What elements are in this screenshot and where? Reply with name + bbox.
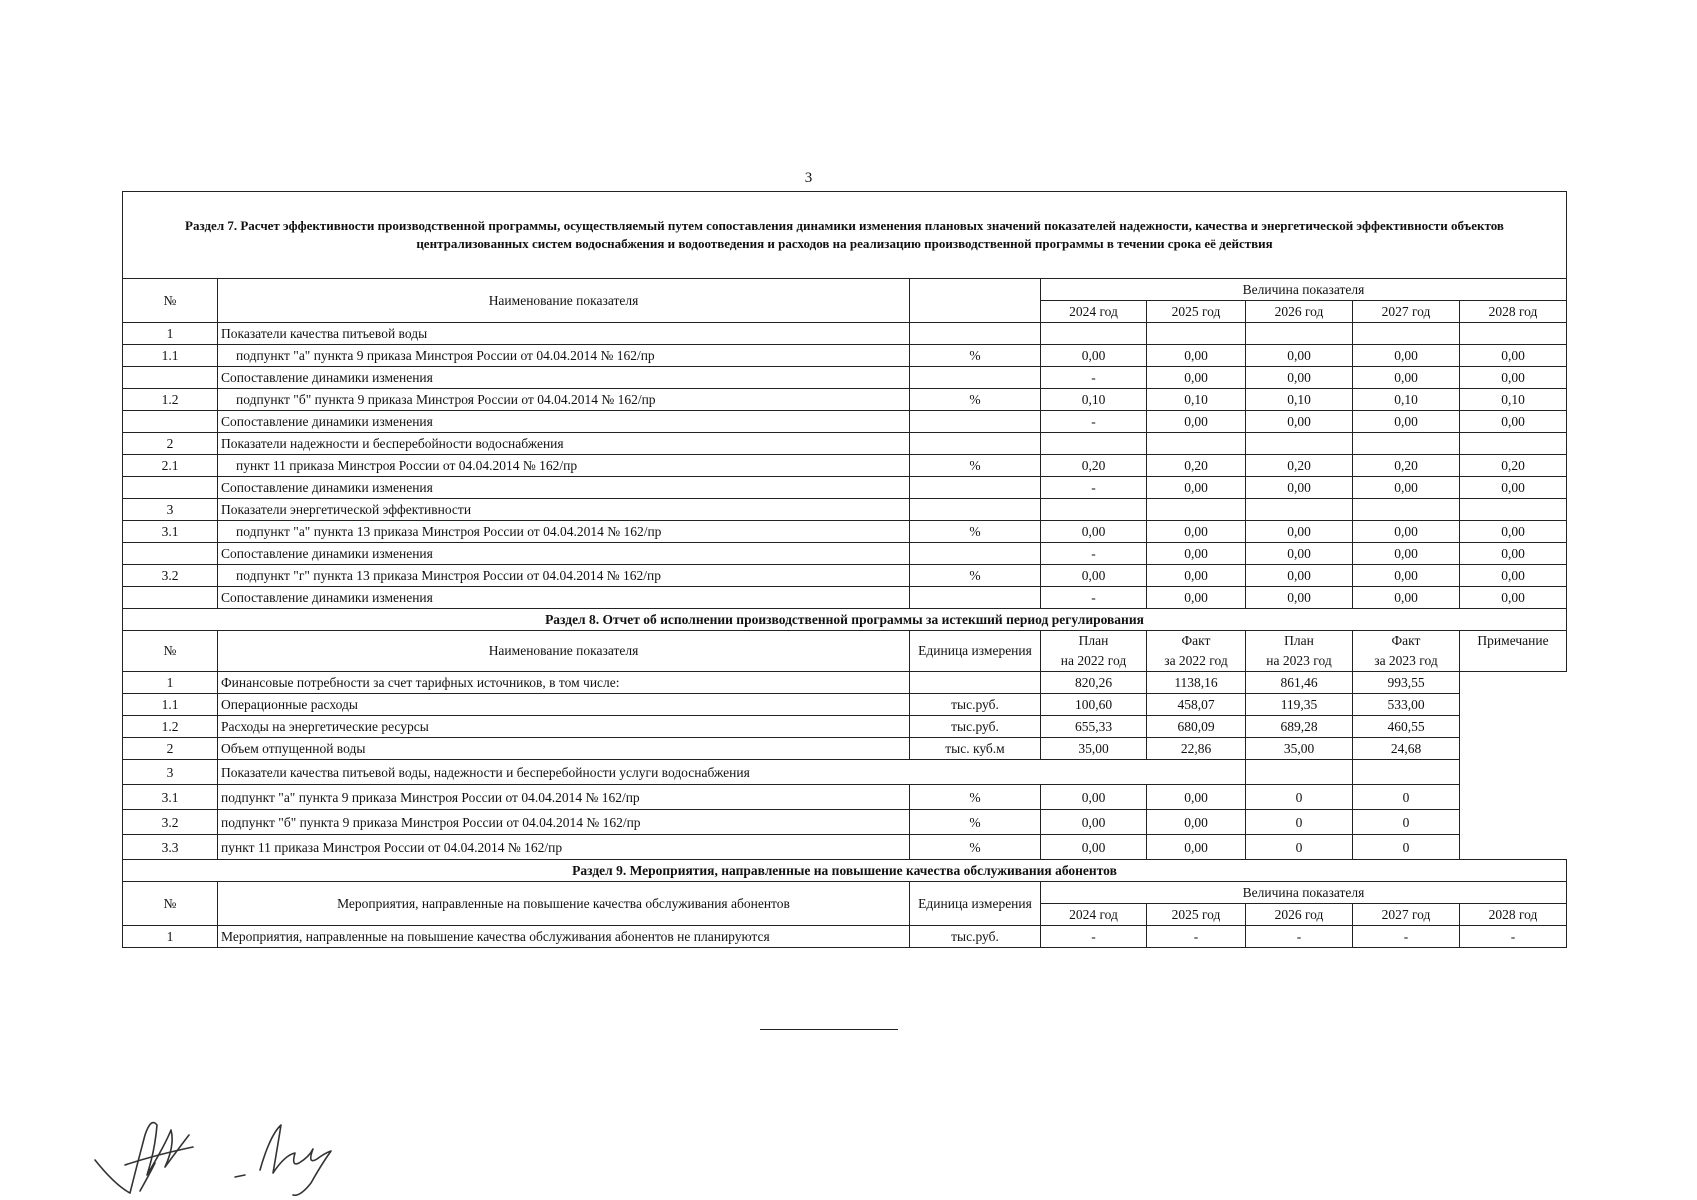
unit — [910, 411, 1041, 433]
s8-col-note: Примечание — [1460, 631, 1567, 672]
s7-year: 2028 год — [1460, 301, 1567, 323]
row-number: 1.2 — [123, 716, 218, 738]
value-cell — [1246, 499, 1353, 521]
table-row — [123, 477, 1567, 499]
row-number: 1 — [123, 672, 218, 694]
table-row — [123, 716, 1567, 738]
value-cell: 0 — [1353, 810, 1460, 835]
value-cell: 0,00 — [1041, 835, 1147, 860]
unit: % — [910, 565, 1041, 587]
value-cell: 0,00 — [1460, 367, 1567, 389]
value-cell: - — [1041, 587, 1147, 609]
value-cell: 0,00 — [1353, 367, 1460, 389]
value-cell: 0,00 — [1353, 477, 1460, 499]
unit — [910, 672, 1041, 694]
s7-col-name: Наименование показателя — [218, 279, 910, 323]
row-number — [123, 411, 218, 433]
s7-year: 2027 год — [1353, 301, 1460, 323]
value-cell: 0 — [1353, 835, 1460, 860]
value-cell: 861,46 — [1246, 672, 1353, 694]
s7-year: 2025 год — [1147, 301, 1246, 323]
value-cell: 0,00 — [1147, 543, 1246, 565]
value-cell: 0,00 — [1460, 521, 1567, 543]
value-cell: 0,10 — [1246, 389, 1353, 411]
table-row — [123, 926, 1567, 948]
indicator-name: Показатели энергетической эффективности — [218, 499, 910, 521]
unit: % — [910, 810, 1041, 835]
value-cell: 100,60 — [1041, 694, 1147, 716]
unit — [910, 323, 1041, 345]
value-cell: 0,00 — [1460, 411, 1567, 433]
value-cell: 0,00 — [1147, 345, 1246, 367]
value-cell: 0,00 — [1041, 345, 1147, 367]
s7-col-no: № — [123, 279, 218, 323]
row-number — [123, 543, 218, 565]
value-cell: 0,00 — [1246, 565, 1353, 587]
s9-year: 2025 год — [1147, 904, 1246, 926]
s8-col-fact2023: Факт за 2023 год — [1353, 631, 1460, 672]
s9-year: 2028 год — [1460, 904, 1567, 926]
value-cell: - — [1041, 477, 1147, 499]
s7-col-value: Величина показателя — [1041, 279, 1567, 301]
value-cell: 460,55 — [1353, 716, 1460, 738]
value-cell — [1246, 760, 1353, 785]
unit — [910, 367, 1041, 389]
value-cell — [1147, 323, 1246, 345]
value-cell: 24,68 — [1353, 738, 1460, 760]
value-cell: 0,00 — [1246, 367, 1353, 389]
value-cell: 655,33 — [1041, 716, 1147, 738]
value-cell — [1041, 323, 1147, 345]
value-cell — [1460, 433, 1567, 455]
value-cell: 0,00 — [1246, 345, 1353, 367]
activity-name: Мероприятия, направленные на повышение качества обслуживания абонентов не планируются — [218, 926, 910, 948]
indicator-name: Операционные расходы — [218, 694, 910, 716]
unit — [910, 477, 1041, 499]
value-cell: - — [1041, 543, 1147, 565]
value-cell: 689,28 — [1246, 716, 1353, 738]
table-row — [123, 835, 1567, 860]
table-row — [123, 521, 1567, 543]
value-cell: 0,00 — [1460, 543, 1567, 565]
value-cell: 0,00 — [1147, 810, 1246, 835]
value-cell: 0,00 — [1246, 521, 1353, 543]
row-number: 3.2 — [123, 565, 218, 587]
value-cell: 0 — [1246, 785, 1353, 810]
value-cell: 0,00 — [1041, 521, 1147, 543]
value-cell: 0 — [1246, 835, 1353, 860]
value-cell: 0,00 — [1460, 477, 1567, 499]
value-cell: 22,86 — [1147, 738, 1246, 760]
value-cell: - — [1041, 367, 1147, 389]
row-number: 3.1 — [123, 521, 218, 543]
value-cell: 820,26 — [1041, 672, 1147, 694]
s8-col-unit: Единица измерения — [910, 631, 1041, 672]
row-number: 3.1 — [123, 785, 218, 810]
indicator-name: Сопоставление динамики изменения — [218, 477, 910, 499]
unit: % — [910, 389, 1041, 411]
unit: тыс. куб.м — [910, 738, 1041, 760]
report-table — [122, 191, 1567, 948]
value-cell: 0,00 — [1246, 587, 1353, 609]
value-cell: 0,00 — [1147, 367, 1246, 389]
value-cell: - — [1246, 926, 1353, 948]
value-cell: 0,20 — [1353, 455, 1460, 477]
footer-rule — [760, 1029, 898, 1030]
s7-year: 2026 год — [1246, 301, 1353, 323]
row-number: 2 — [123, 738, 218, 760]
indicator-name: Сопоставление динамики изменения — [218, 367, 910, 389]
table-row — [123, 810, 1567, 835]
value-cell — [1041, 433, 1147, 455]
unit: % — [910, 345, 1041, 367]
value-cell: 0,00 — [1353, 587, 1460, 609]
row-number — [123, 477, 218, 499]
indicator-name: пункт 11 приказа Минстроя России от 04.04.2014 № 162/пр — [218, 455, 910, 477]
unit: % — [910, 785, 1041, 810]
value-cell: 0,00 — [1353, 411, 1460, 433]
unit — [910, 499, 1041, 521]
page-number: 3 — [804, 170, 813, 186]
row-number: 2 — [123, 433, 218, 455]
row-number: 1.1 — [123, 345, 218, 367]
s9-col-name: Мероприятия, направленные на повышение качества обслуживания абонентов — [218, 882, 910, 926]
row-number: 3 — [123, 499, 218, 521]
s9-year: 2024 год — [1041, 904, 1147, 926]
value-cell: 35,00 — [1041, 738, 1147, 760]
value-cell: 0,20 — [1041, 455, 1147, 477]
s7-year: 2024 год — [1041, 301, 1147, 323]
indicator-name: Финансовые потребности за счет тарифных источников, в том числе: — [218, 672, 910, 694]
s8-col-plan2022: План на 2022 год — [1041, 631, 1147, 672]
value-cell: 1138,16 — [1147, 672, 1246, 694]
indicator-name: Показатели надежности и бесперебойности водоснабжения — [218, 433, 910, 455]
unit: % — [910, 835, 1041, 860]
s8-col-plan2023: План на 2023 год — [1246, 631, 1353, 672]
value-cell: 0,00 — [1041, 565, 1147, 587]
table-row — [123, 411, 1567, 433]
value-cell: 0,10 — [1147, 389, 1246, 411]
unit — [910, 587, 1041, 609]
indicator-name: Сопоставление динамики изменения — [218, 587, 910, 609]
table-row — [123, 672, 1567, 694]
s7-col-unit — [910, 279, 1041, 323]
table-row — [123, 738, 1567, 760]
value-cell: 0,00 — [1353, 543, 1460, 565]
table-row — [123, 345, 1567, 367]
value-cell — [1147, 499, 1246, 521]
indicator-name: пункт 11 приказа Минстроя России от 04.04.2014 № 162/пр — [218, 835, 910, 860]
value-cell: 0,10 — [1353, 389, 1460, 411]
row-number: 1.2 — [123, 389, 218, 411]
indicator-name: Объем отпущенной воды — [218, 738, 910, 760]
section7-title: Раздел 7. Расчет эффективности производственной программы, осуществляемый путем сопоставления динамики изменения плановых значений показателей надежности, качества и энергетической эффективности объектов централизованных систем водоснабжения и водоотведения и расходов на реализацию производственной программы в течении срока её действия — [123, 192, 1567, 279]
value-cell: 0 — [1246, 810, 1353, 835]
unit — [910, 433, 1041, 455]
section8-title: Раздел 8. Отчет об исполнении производственной программы за истекший период регулирования — [123, 609, 1567, 631]
value-cell: 0,10 — [1041, 389, 1147, 411]
table-row — [123, 433, 1567, 455]
table-row — [123, 323, 1567, 345]
indicator-name: подпункт "а" пункта 9 приказа Минстроя России от 04.04.2014 № 162/пр — [218, 345, 910, 367]
section9-title: Раздел 9. Мероприятия, направленные на повышение качества обслуживания абонентов — [123, 860, 1567, 882]
value-cell: - — [1147, 926, 1246, 948]
table-row — [123, 587, 1567, 609]
value-cell: 0,00 — [1147, 835, 1246, 860]
indicator-name: подпункт "г" пункта 13 приказа Минстроя России от 04.04.2014 № 162/пр — [218, 565, 910, 587]
value-cell: - — [1041, 411, 1147, 433]
s8-col-name: Наименование показателя — [218, 631, 910, 672]
value-cell: - — [1460, 926, 1567, 948]
value-cell: 35,00 — [1246, 738, 1353, 760]
indicator-group-name: Показатели качества питьевой воды, надежности и бесперебойности услуги водоснабжения — [218, 760, 1246, 785]
indicator-name: подпункт "б" пункта 9 приказа Минстроя России от 04.04.2014 № 162/пр — [218, 810, 910, 835]
value-cell — [1041, 499, 1147, 521]
value-cell: 680,09 — [1147, 716, 1246, 738]
value-cell: 0,00 — [1041, 810, 1147, 835]
row-number: 3.2 — [123, 810, 218, 835]
table-row — [123, 543, 1567, 565]
s9-col-no: № — [123, 882, 218, 926]
value-cell: 0,00 — [1246, 411, 1353, 433]
value-cell: 0,20 — [1460, 455, 1567, 477]
table-row — [123, 455, 1567, 477]
value-cell: 993,55 — [1353, 672, 1460, 694]
value-cell — [1353, 323, 1460, 345]
table-row — [123, 499, 1567, 521]
value-cell: 0 — [1353, 785, 1460, 810]
value-cell: 0,10 — [1460, 389, 1567, 411]
s9-col-unit: Единица измерения — [910, 882, 1041, 926]
row-number: 1 — [123, 926, 218, 948]
value-cell — [1353, 433, 1460, 455]
table-row — [123, 367, 1567, 389]
value-cell: 0,00 — [1147, 521, 1246, 543]
value-cell: 0,00 — [1147, 411, 1246, 433]
unit: % — [910, 455, 1041, 477]
value-cell — [1246, 433, 1353, 455]
table-row — [123, 785, 1567, 810]
indicator-name: подпункт "а" пункта 9 приказа Минстроя России от 04.04.2014 № 162/пр — [218, 785, 910, 810]
value-cell — [1460, 499, 1567, 521]
indicator-name: Сопоставление динамики изменения — [218, 543, 910, 565]
unit: % — [910, 521, 1041, 543]
value-cell: 0,00 — [1246, 477, 1353, 499]
value-cell: 0,00 — [1147, 785, 1246, 810]
value-cell: 458,07 — [1147, 694, 1246, 716]
row-number: 3.3 — [123, 835, 218, 860]
row-number — [123, 587, 218, 609]
value-cell — [1460, 323, 1567, 345]
value-cell: 0,00 — [1353, 565, 1460, 587]
s9-year: 2026 год — [1246, 904, 1353, 926]
value-cell: 0,00 — [1460, 587, 1567, 609]
value-cell: 119,35 — [1246, 694, 1353, 716]
value-cell: 0,00 — [1460, 565, 1567, 587]
s8-col-fact2022: Факт за 2022 год — [1147, 631, 1246, 672]
indicator-name: подпункт "а" пункта 13 приказа Минстроя России от 04.04.2014 № 162/пр — [218, 521, 910, 543]
value-cell: 0,00 — [1353, 345, 1460, 367]
value-cell — [1246, 323, 1353, 345]
value-cell: 0,00 — [1353, 521, 1460, 543]
value-cell: 0,00 — [1147, 477, 1246, 499]
table-row — [123, 694, 1567, 716]
table-row — [123, 389, 1567, 411]
row-number: 1 — [123, 323, 218, 345]
indicator-name: Расходы на энергетические ресурсы — [218, 716, 910, 738]
value-cell: 533,00 — [1353, 694, 1460, 716]
row-number — [123, 367, 218, 389]
s8-col-no: № — [123, 631, 218, 672]
unit: тыс.руб. — [910, 926, 1041, 948]
value-cell: 0,00 — [1246, 543, 1353, 565]
s9-year: 2027 год — [1353, 904, 1460, 926]
handwritten-signature — [85, 1105, 345, 1200]
row-number: 2.1 — [123, 455, 218, 477]
unit: тыс.руб. — [910, 716, 1041, 738]
indicator-name: подпункт "б" пункта 9 приказа Минстроя России от 04.04.2014 № 162/пр — [218, 389, 910, 411]
row-number: 3 — [123, 760, 218, 785]
value-cell: - — [1353, 926, 1460, 948]
value-cell: - — [1041, 926, 1147, 948]
value-cell: 0,20 — [1147, 455, 1246, 477]
unit — [910, 543, 1041, 565]
s9-col-value: Величина показателя — [1041, 882, 1567, 904]
value-cell — [1147, 433, 1246, 455]
unit: тыс.руб. — [910, 694, 1041, 716]
value-cell: 0,20 — [1246, 455, 1353, 477]
row-number: 1.1 — [123, 694, 218, 716]
value-cell: 0,00 — [1147, 587, 1246, 609]
indicator-name: Сопоставление динамики изменения — [218, 411, 910, 433]
value-cell: 0,00 — [1041, 785, 1147, 810]
indicator-name: Показатели качества питьевой воды — [218, 323, 910, 345]
value-cell — [1353, 499, 1460, 521]
value-cell: 0,00 — [1460, 345, 1567, 367]
value-cell — [1353, 760, 1460, 785]
value-cell: 0,00 — [1147, 565, 1246, 587]
table-row — [123, 760, 1567, 785]
table-row — [123, 565, 1567, 587]
